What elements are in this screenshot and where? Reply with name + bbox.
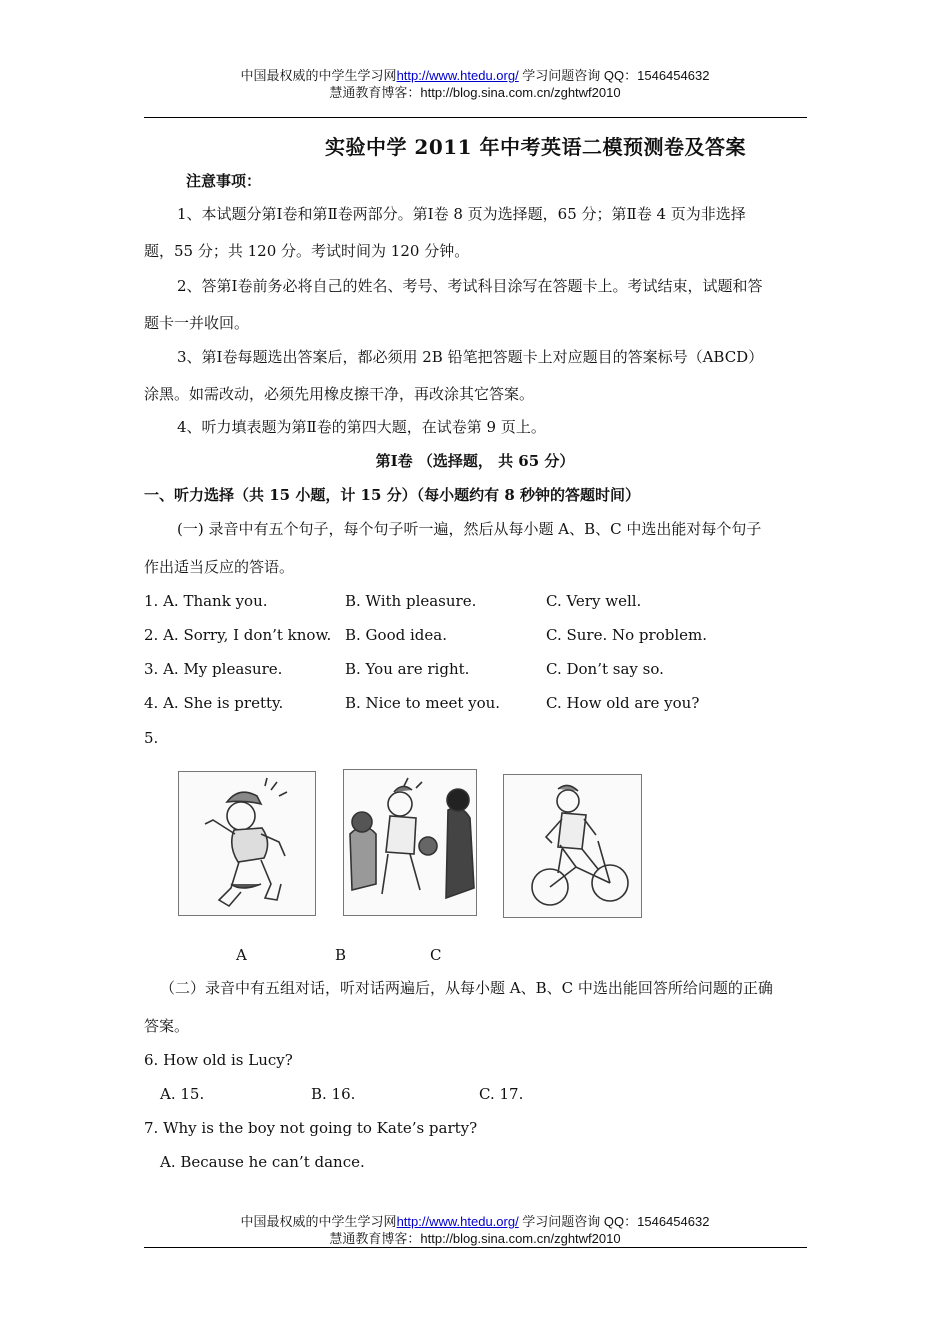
page-title: 实验中学 2011 年中考英语二模预测卷及答案 <box>324 135 747 159</box>
header-site-label: 中国最权威的中学生学习网 <box>240 68 397 83</box>
q4-option-c: C. How old are you? <box>546 694 700 712</box>
header-divider <box>144 117 807 118</box>
q2-option-c: C. Sure. No problem. <box>546 626 707 644</box>
notice-item-1a: 1、本试题分第Ⅰ卷和第Ⅱ卷两部分。第Ⅰ卷 8 页为选择题，65 分；第Ⅱ卷 4 页为非选择 <box>177 205 746 223</box>
header-qq: 学习问题咨询 QQ：1546454632 <box>518 68 710 83</box>
section1-heading: 一、听力选择（共 15 小题，计 15 分）（每小题约有 8 秒钟的答题时间） <box>144 486 641 504</box>
boy-falling-icon <box>179 772 315 915</box>
sub1-intro-a: (一) 录音中有五个句子，每个句子听一遍，然后从每小题 A、B、C 中选出能对每个句子 <box>177 520 762 538</box>
notice-item-3b: 涂黑。如需改动，必须先用橡皮擦干净，再改涂其它答案。 <box>144 385 535 403</box>
header-blog: 慧通教育博客：http://blog.sina.com.cn/zghtwf2010 <box>329 85 621 100</box>
q3-option-a: 3. A. My pleasure. <box>144 660 283 678</box>
q5-label: 5. <box>144 729 159 747</box>
q6-option-a: A. 15. <box>160 1085 205 1103</box>
q4-option-a: 4. A. She is pretty. <box>144 694 284 712</box>
footer-blog: 慧通教育博客：http://blog.sina.com.cn/zghtwf2010 <box>329 1231 621 1246</box>
footer-site-label: 中国最权威的中学生学习网 <box>240 1214 397 1229</box>
bicycle-icon <box>504 775 641 917</box>
q7-stem: 7. Why is the boy not going to Kate’s party? <box>144 1119 478 1137</box>
picture-a-boy-falling <box>178 771 316 916</box>
part1-heading: 第Ⅰ卷 （选择题， 共 65 分） <box>375 452 575 470</box>
picture-c-boy-cycling <box>503 774 642 918</box>
picture-label-c: C <box>430 946 442 964</box>
footer-site-link[interactable]: http://www.htedu.org/ <box>396 1214 519 1229</box>
header-site-link[interactable]: http://www.htedu.org/ <box>396 68 519 83</box>
q3-option-b: B. You are right. <box>345 660 470 678</box>
notice-item-3a: 3、第Ⅰ卷每题选出答案后，都必须用 2B 铅笔把答题卡上对应题目的答案标号（ABCD） <box>177 348 764 366</box>
notice-item-2b: 题卡一并收回。 <box>144 314 250 332</box>
q1-option-c: C. Very well. <box>546 592 642 610</box>
page-footer <box>0 1213 950 1247</box>
picture-label-b: B <box>335 946 347 964</box>
notice-item-4: 4、听力填表题为第Ⅱ卷的第四大题，在试卷第 9 页上。 <box>177 418 546 436</box>
page-header <box>0 67 950 101</box>
picture-label-a: A <box>236 946 247 964</box>
sub1-intro-b: 作出适当反应的答语。 <box>144 558 295 576</box>
q2-option-a: 2. A. Sorry, I don’t know. <box>144 626 332 644</box>
q4-option-b: B. Nice to meet you. <box>345 694 501 712</box>
footer-divider <box>144 1247 807 1248</box>
picture-b-boys-playing <box>343 769 477 916</box>
sub2-intro-a: （二）录音中有五组对话，听对话两遍后，从每小题 A、B、C 中选出能回答所给问题的正确 <box>160 979 773 997</box>
boys-basketball-icon <box>344 770 476 915</box>
q6-option-c: C. 17. <box>479 1085 524 1103</box>
q1-option-a: 1. A. Thank you. <box>144 592 268 610</box>
q3-option-c: C. Don’t say so. <box>546 660 664 678</box>
notice-item-2a: 2、答第Ⅰ卷前务必将自己的姓名、考号、考试科目涂写在答题卡上。考试结束，试题和答 <box>177 277 763 295</box>
notice-heading: 注意事项： <box>186 172 262 190</box>
footer-qq: 学习问题咨询 QQ：1546454632 <box>518 1214 710 1229</box>
q1-option-b: B. With pleasure. <box>345 592 477 610</box>
q7-option-a: A. Because he can’t dance. <box>160 1153 365 1171</box>
q6-stem: 6. How old is Lucy? <box>144 1051 293 1069</box>
q2-option-b: B. Good idea. <box>345 626 447 644</box>
q6-option-b: B. 16. <box>311 1085 356 1103</box>
notice-item-1b: 题，55 分；共 120 分。考试时间为 120 分钟。 <box>144 242 470 260</box>
sub2-intro-b: 答案。 <box>144 1017 190 1035</box>
